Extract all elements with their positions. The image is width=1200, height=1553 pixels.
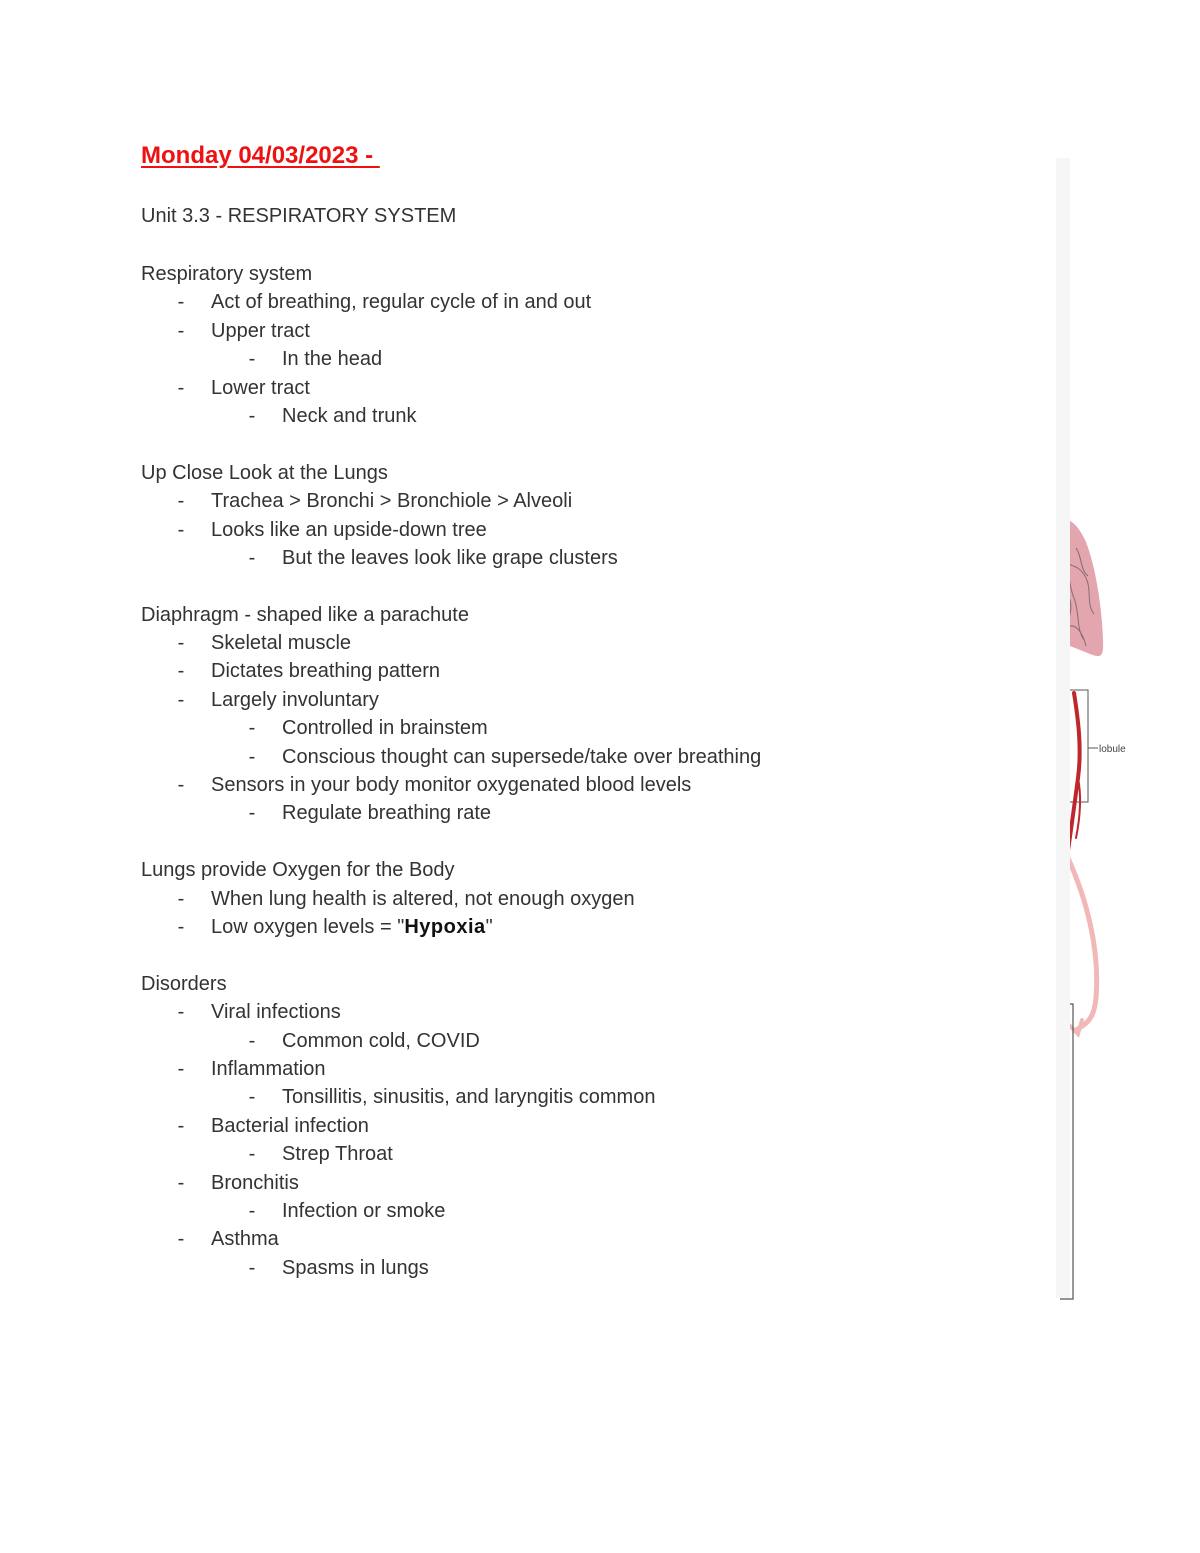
figure-background-strip [1056,158,1070,1298]
section-heading: Disorders [141,972,227,995]
bullet-dash: - [177,1171,185,1194]
bullet-item [141,1055,1021,1083]
sub-bullet-item [141,743,1021,771]
unit-title: Unit 3.3 - RESPIRATORY SYSTEM [141,205,457,227]
bold-term: Hypoxia [404,915,486,938]
bullet-dash: - [177,774,185,797]
lung-illustration [1056,158,1156,1308]
bullet-dash: - [177,1228,185,1251]
bullet-item [141,771,1021,799]
bullet-item [141,1112,1021,1140]
bullet-item [141,913,1021,941]
bullet-text: Act of breathing, regular cycle of in and out [211,291,592,314]
sub-bullet-item [141,402,1021,430]
bullet-dash: - [177,319,185,342]
bullet-dash: - [177,1114,185,1137]
page-date-heading: Monday 04/03/2023 - [141,142,380,169]
bullet-item [141,885,1021,913]
sub-bullet-text: Common cold, COVID [282,1029,480,1052]
bullet-text: Viral infections [211,1001,341,1024]
bullet-dash: - [177,291,185,314]
bullet-dash: - [177,518,185,541]
bullet-dash: - [177,660,185,683]
sub-bullet-item [141,1083,1021,1111]
sub-bullet-item [141,1254,1021,1282]
bullet-dash: - [177,915,185,938]
bullet-dash: - [248,1256,256,1279]
bullet-dash: - [248,348,256,371]
sub-bullet-text: Tonsillitis, sinusitis, and laryngitis common [282,1086,656,1109]
bullet-dash: - [248,1029,256,1052]
bullet-dash: - [248,1086,256,1109]
note-section [141,970,1021,1282]
sub-bullet-text: Neck and trunk [282,404,417,427]
bullet-text: Upper tract [211,319,310,342]
sub-bullet-text: Strep Throat [282,1143,393,1166]
bullet-dash: - [177,632,185,655]
bullet-item [141,288,1021,316]
lobule-label: lobule [1099,744,1126,755]
section-heading: Diaphragm - shaped like a parachute [141,603,469,626]
bullet-item [141,374,1021,402]
cropped-anatomy-figure [1056,158,1156,1308]
bullet-dash: - [177,490,185,513]
bullet-item [141,1169,1021,1197]
sub-bullet-text: Controlled in brainstem [282,717,488,740]
sub-bullet-text: Conscious thought can supersede/take over breathing [282,745,762,768]
bullet-item [141,317,1021,345]
bullet-item [141,998,1021,1026]
bullet-item [141,657,1021,685]
bullet-item [141,487,1021,515]
bullet-text: Lower tract [211,376,310,399]
bullet-dash: - [177,688,185,711]
sub-bullet-text: But the leaves look like grape clusters [282,546,618,569]
section-heading: Lungs provide Oxygen for the Body [141,859,455,882]
bullet-dash: - [248,717,256,740]
bullet-text: Dictates breathing pattern [211,660,441,683]
bullet-item [141,516,1021,544]
bullet-dash: - [248,1143,256,1166]
sub-bullet-text: In the head [282,348,383,371]
sub-bullet-text: Infection or smoke [282,1199,446,1222]
bullet-dash: - [177,1001,185,1024]
note-section [141,260,1021,430]
sub-bullet-item [141,1197,1021,1225]
bullet-text: Trachea > Bronchi > Bronchiole > Alveoli [211,490,573,513]
bullet-text: When lung health is altered, not enough oxygen [211,887,635,910]
bullet-text-after: " [485,915,493,938]
bullet-text: Skeletal muscle [211,632,352,655]
bullet-item [141,1225,1021,1253]
bullet-text: Looks like an upside-down tree [211,518,487,541]
bullet-text: Low oxygen levels = " [211,915,405,938]
bullet-dash: - [177,376,185,399]
sub-bullet-item [141,1027,1021,1055]
note-section [141,459,1021,573]
sub-bullet-text: Spasms in lungs [282,1256,429,1279]
note-section [141,856,1021,941]
sub-bullet-item [141,799,1021,827]
bullet-text: Inflammation [211,1057,326,1080]
notes-outline [141,260,1021,1310]
bullet-dash: - [248,802,256,825]
bullet-dash: - [248,546,256,569]
bullet-text: Bronchitis [211,1171,299,1194]
sub-bullet-item [141,544,1021,572]
sub-bullet-text: Regulate breathing rate [282,802,492,825]
bullet-dash: - [248,404,256,427]
sub-bullet-item [141,714,1021,742]
bullet-text: Asthma [211,1228,279,1251]
bullet-dash: - [248,745,256,768]
section-heading: Up Close Look at the Lungs [141,461,388,484]
sub-bullet-item [141,345,1021,373]
bullet-text: Largely involuntary [211,688,379,711]
bullet-item [141,686,1021,714]
flow-arrow [1066,858,1097,1034]
note-section [141,601,1021,828]
bullet-dash: - [177,887,185,910]
bullet-item [141,629,1021,657]
bullet-dash: - [177,1057,185,1080]
sub-bullet-item [141,1140,1021,1168]
section-heading: Respiratory system [141,263,313,285]
bullet-text: Bacterial infection [211,1114,369,1137]
bullet-dash: - [248,1199,256,1222]
bullet-text: Sensors in your body monitor oxygenated blood levels [211,774,692,797]
